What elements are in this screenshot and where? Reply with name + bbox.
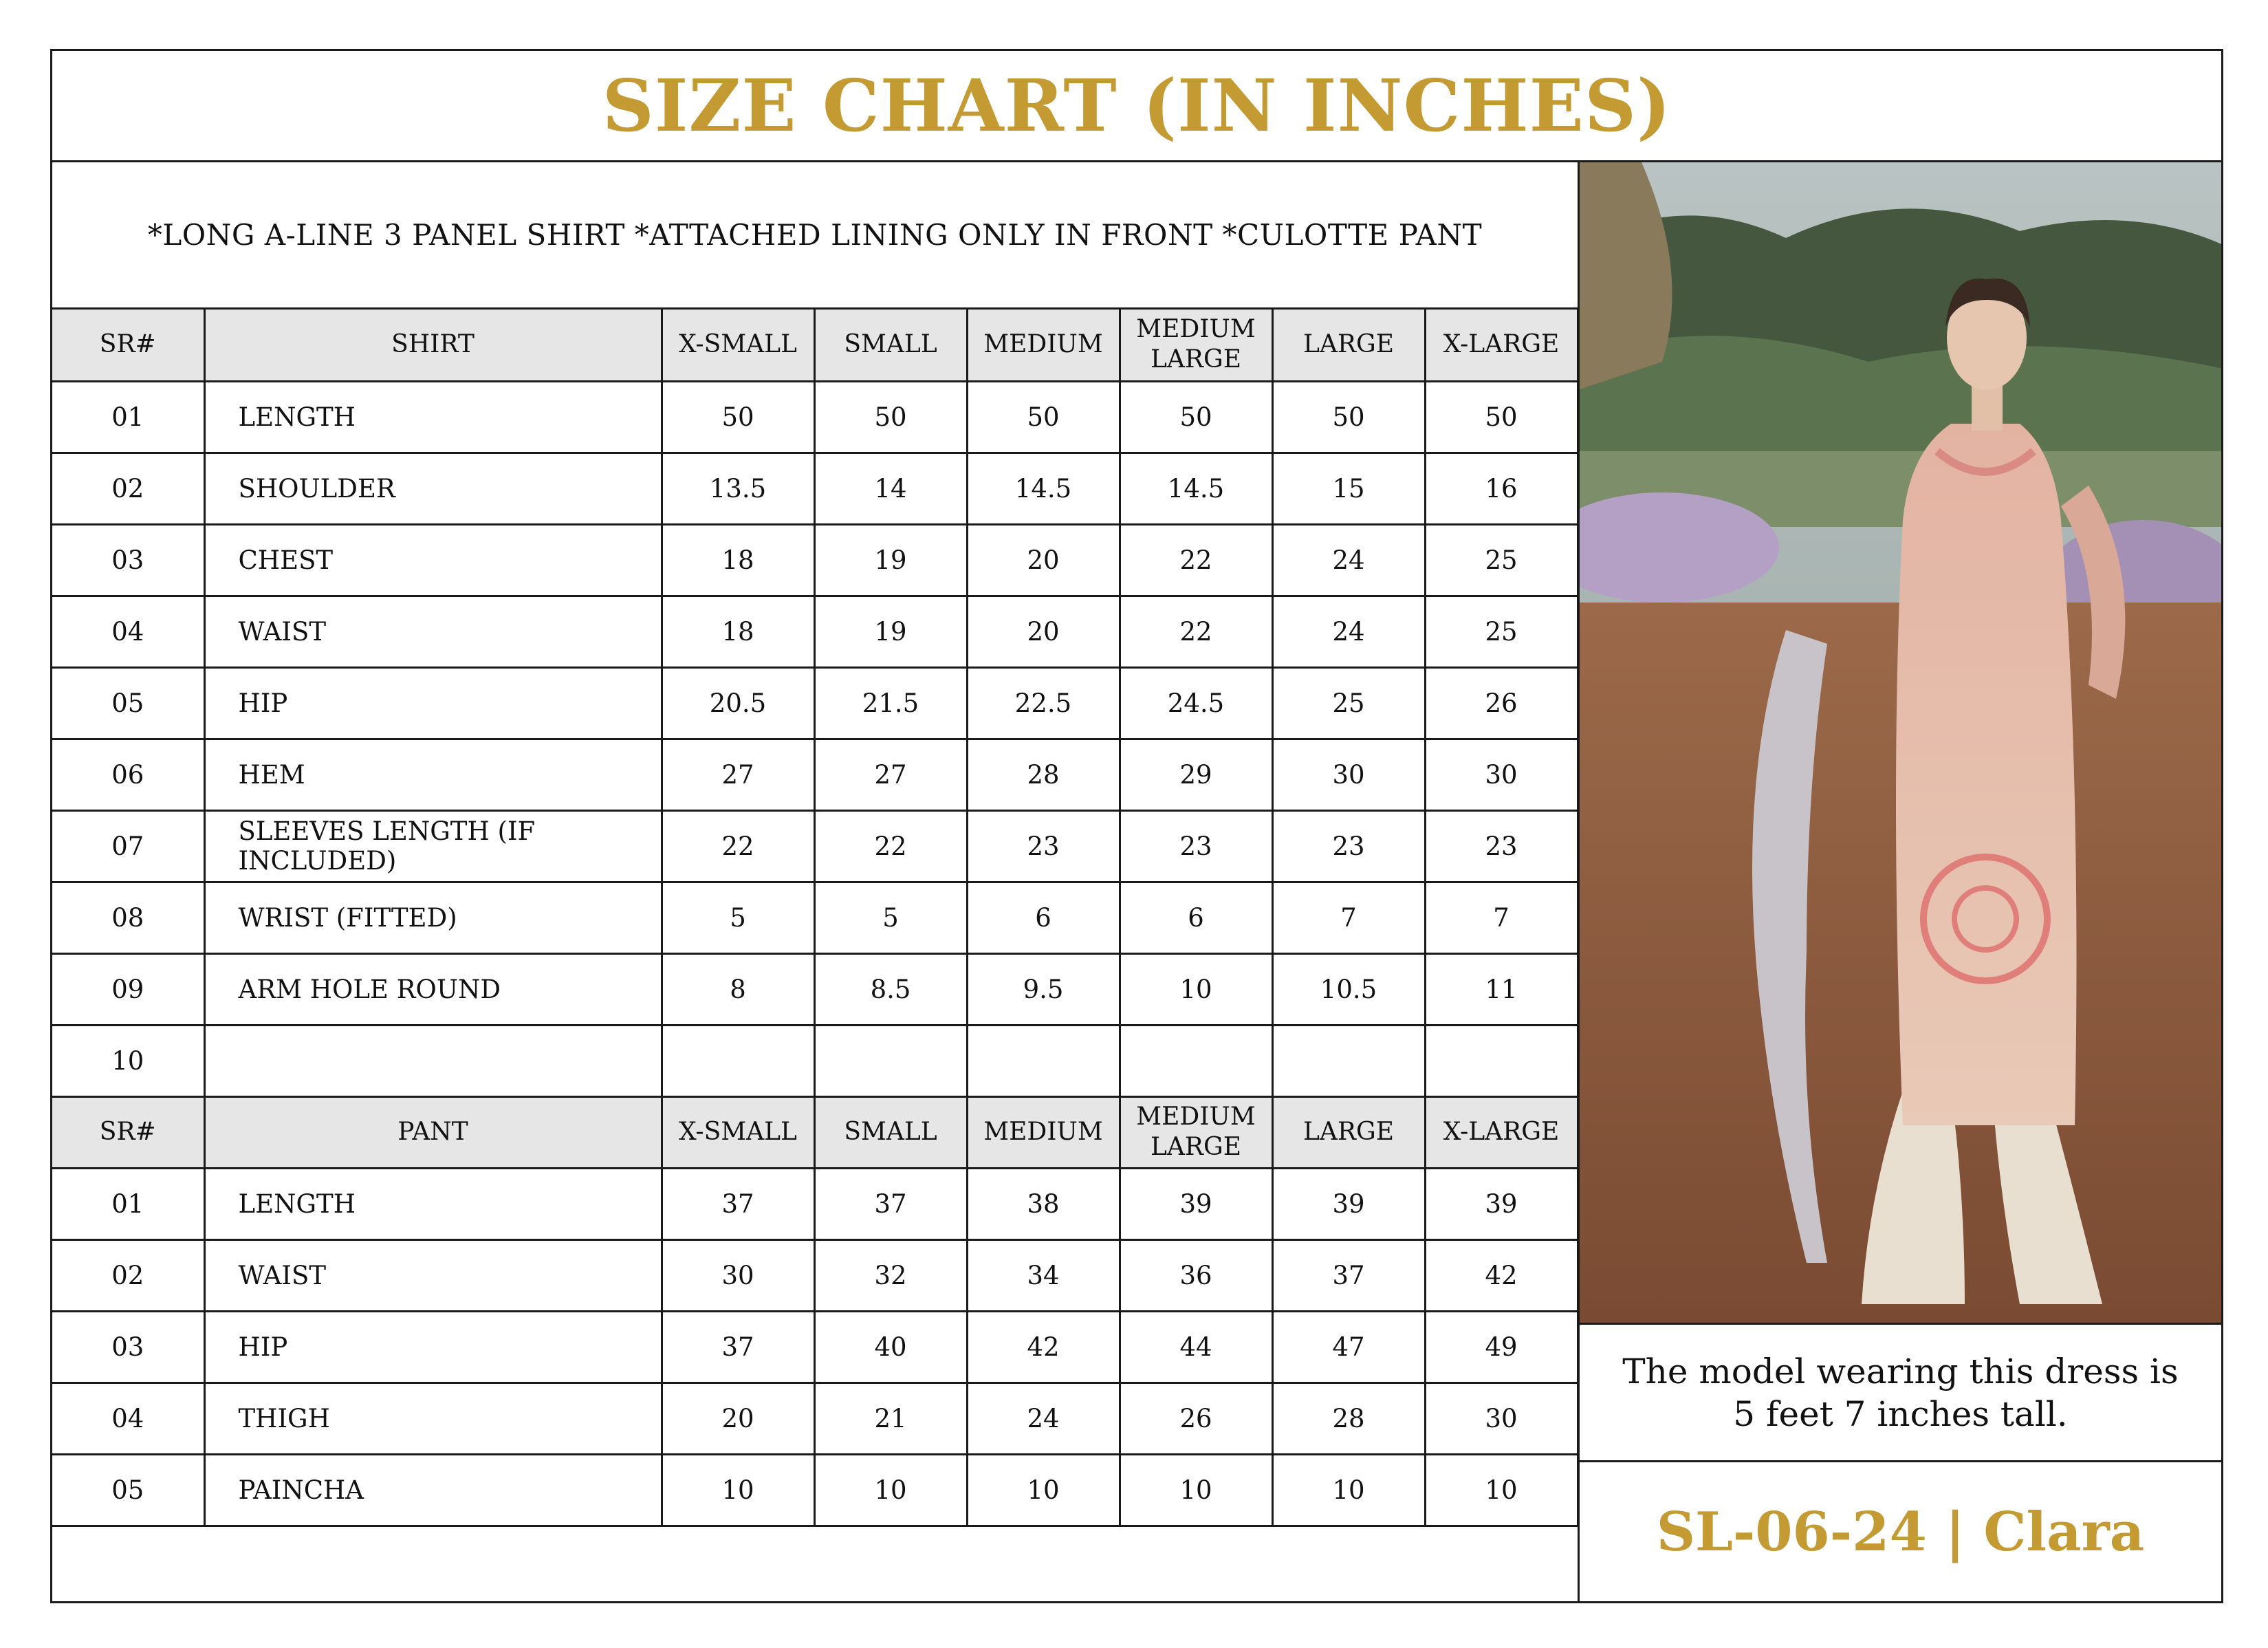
measurement-value-cell: 27 xyxy=(662,739,814,810)
size-header-cell: MEDIUM LARGE xyxy=(1120,310,1272,381)
measurement-value-cell: 37 xyxy=(1272,1239,1425,1311)
measurement-name-cell: ARM HOLE ROUND xyxy=(204,953,662,1025)
measurement-value-cell: 18 xyxy=(662,524,814,596)
measurement-value-cell: 26 xyxy=(1120,1383,1272,1454)
measurement-value-cell: 36 xyxy=(1120,1239,1272,1311)
measurement-value-cell: 14.5 xyxy=(967,453,1120,524)
measurement-value-cell: 37 xyxy=(662,1311,814,1383)
measurement-name-cell: WAIST xyxy=(204,1239,662,1311)
sr-cell: 09 xyxy=(52,953,204,1025)
measurement-value-cell: 29 xyxy=(1120,739,1272,810)
measurement-value-cell: 16 xyxy=(1425,453,1578,524)
measurement-value-cell xyxy=(967,1025,1120,1096)
measurement-value-cell: 14 xyxy=(814,453,967,524)
measurement-value-cell: 28 xyxy=(967,739,1120,810)
measurement-value-cell: 50 xyxy=(967,381,1120,453)
shirt-table-row xyxy=(52,453,1578,524)
measurement-value-cell: 50 xyxy=(662,381,814,453)
measurement-value-cell: 19 xyxy=(814,524,967,596)
measurement-value-cell: 22 xyxy=(814,810,967,882)
measurement-value-cell xyxy=(1120,1025,1272,1096)
sr-header-cell: SR# xyxy=(52,1096,204,1168)
measurement-value-cell: 10 xyxy=(1272,1454,1425,1526)
shirt-table-row xyxy=(52,810,1578,882)
measurement-name-cell: CHEST xyxy=(204,524,662,596)
measurement-value-cell: 50 xyxy=(1120,381,1272,453)
measurement-name-cell: SHOULDER xyxy=(204,453,662,524)
measurement-value-cell: 7 xyxy=(1272,882,1425,953)
measurement-value-cell: 24 xyxy=(967,1383,1120,1454)
caption-line-2: 5 feet 7 inches tall. xyxy=(1733,1394,2068,1434)
product-code: SL-06-24 | Clara xyxy=(1656,1500,2145,1563)
measurement-value-cell: 20 xyxy=(967,524,1120,596)
size-header-cell: X-LARGE xyxy=(1425,310,1578,381)
measurement-value-cell: 34 xyxy=(967,1239,1120,1311)
measurement-value-cell: 30 xyxy=(1272,739,1425,810)
measurement-value-cell: 13.5 xyxy=(662,453,814,524)
measurement-value-cell: 10 xyxy=(967,1454,1120,1526)
size-table xyxy=(52,310,1579,1527)
measurement-value-cell: 22 xyxy=(662,810,814,882)
measurement-value-cell: 24.5 xyxy=(1120,667,1272,739)
measurement-value-cell: 30 xyxy=(1425,739,1578,810)
pant-table-row xyxy=(52,1383,1578,1454)
measurement-value-cell: 42 xyxy=(1425,1239,1578,1311)
shirt-header-row xyxy=(52,310,1578,381)
measurement-value-cell: 39 xyxy=(1120,1168,1272,1239)
pant-table-row xyxy=(52,1311,1578,1383)
shirt-table-row xyxy=(52,1025,1578,1096)
measurement-value-cell: 27 xyxy=(814,739,967,810)
measurement-name-cell: HIP xyxy=(204,1311,662,1383)
sr-cell: 05 xyxy=(52,1454,204,1526)
measurement-value-cell: 6 xyxy=(967,882,1120,953)
measurement-value-cell: 10 xyxy=(1120,953,1272,1025)
sr-cell: 06 xyxy=(52,739,204,810)
measurement-value-cell: 6 xyxy=(1120,882,1272,953)
sr-cell: 04 xyxy=(52,1383,204,1454)
shirt-table-row xyxy=(52,953,1578,1025)
measurement-value-cell: 10.5 xyxy=(1272,953,1425,1025)
measurement-name-cell: PAINCHA xyxy=(204,1454,662,1526)
model-photo xyxy=(1580,162,2221,1325)
measurement-value-cell: 20.5 xyxy=(662,667,814,739)
shirt-table-row xyxy=(52,667,1578,739)
pant-table-row xyxy=(52,1454,1578,1526)
size-header-cell: SMALL xyxy=(814,1096,967,1168)
measurement-value-cell: 39 xyxy=(1425,1168,1578,1239)
measurement-value-cell: 23 xyxy=(1120,810,1272,882)
size-table-area xyxy=(52,162,1578,1601)
pant-table-row xyxy=(52,1239,1578,1311)
pant-header-cell: PANT xyxy=(204,1096,662,1168)
size-header-cell: SMALL xyxy=(814,310,967,381)
title-row xyxy=(52,51,2221,162)
measurement-value-cell: 22.5 xyxy=(967,667,1120,739)
measurement-value-cell: 32 xyxy=(814,1239,967,1311)
measurement-value-cell: 50 xyxy=(1272,381,1425,453)
measurement-value-cell: 25 xyxy=(1425,596,1578,667)
sr-header-cell: SR# xyxy=(52,310,204,381)
size-header-cell: LARGE xyxy=(1272,310,1425,381)
measurement-value-cell: 8 xyxy=(662,953,814,1025)
measurement-name-cell: WRIST (FITTED) xyxy=(204,882,662,953)
size-chart-frame xyxy=(50,49,2223,1603)
size-header-cell: MEDIUM xyxy=(967,310,1120,381)
measurement-value-cell: 30 xyxy=(662,1239,814,1311)
sr-cell: 08 xyxy=(52,882,204,953)
model-height-caption xyxy=(1580,1325,2221,1462)
measurement-value-cell: 8.5 xyxy=(814,953,967,1025)
caption-line-1: The model wearing this dress is xyxy=(1622,1351,2179,1391)
measurement-value-cell: 19 xyxy=(814,596,967,667)
measurement-name-cell: SLEEVES LENGTH (IF INCLUDED) xyxy=(204,810,662,882)
shirt-table-row xyxy=(52,882,1578,953)
measurement-name-cell: WAIST xyxy=(204,596,662,667)
measurement-value-cell: 9.5 xyxy=(967,953,1120,1025)
product-description: *LONG A-LINE 3 PANEL SHIRT *ATTACHED LINING ONLY IN FRONT *CULOTTE PANT xyxy=(52,162,1578,310)
measurement-name-cell: LENGTH xyxy=(204,381,662,453)
sr-cell: 01 xyxy=(52,381,204,453)
size-header-cell: MEDIUM LARGE xyxy=(1120,1096,1272,1168)
measurement-value-cell: 24 xyxy=(1272,596,1425,667)
size-header-cell: X-LARGE xyxy=(1425,1096,1578,1168)
measurement-value-cell: 23 xyxy=(1425,810,1578,882)
measurement-value-cell: 39 xyxy=(1272,1168,1425,1239)
measurement-value-cell: 26 xyxy=(1425,667,1578,739)
measurement-value-cell: 42 xyxy=(967,1311,1120,1383)
measurement-value-cell: 10 xyxy=(1120,1454,1272,1526)
measurement-value-cell: 30 xyxy=(1425,1383,1578,1454)
pant-header-row xyxy=(52,1096,1578,1168)
measurement-value-cell: 22 xyxy=(1120,524,1272,596)
measurement-name-cell: HEM xyxy=(204,739,662,810)
size-header-cell: LARGE xyxy=(1272,1096,1425,1168)
shirt-header-cell: SHIRT xyxy=(204,310,662,381)
sr-cell: 03 xyxy=(52,524,204,596)
shirt-table-row xyxy=(52,381,1578,453)
measurement-value-cell: 25 xyxy=(1425,524,1578,596)
measurement-value-cell: 5 xyxy=(662,882,814,953)
measurement-value-cell: 50 xyxy=(1425,381,1578,453)
measurement-value-cell: 10 xyxy=(662,1454,814,1526)
measurement-value-cell: 11 xyxy=(1425,953,1578,1025)
measurement-value-cell: 20 xyxy=(662,1383,814,1454)
size-header-cell: MEDIUM xyxy=(967,1096,1120,1168)
shirt-table-row xyxy=(52,739,1578,810)
measurement-value-cell: 22 xyxy=(1120,596,1272,667)
measurement-value-cell: 37 xyxy=(814,1168,967,1239)
sr-cell: 10 xyxy=(52,1025,204,1096)
shirt-table-row xyxy=(52,524,1578,596)
model-photo-illustration xyxy=(1580,162,2221,1325)
measurement-value-cell: 23 xyxy=(1272,810,1425,882)
size-header-cell: X-SMALL xyxy=(662,1096,814,1168)
measurement-value-cell: 49 xyxy=(1425,1311,1578,1383)
measurement-value-cell: 40 xyxy=(814,1311,967,1383)
measurement-value-cell: 20 xyxy=(967,596,1120,667)
measurement-value-cell: 24 xyxy=(1272,524,1425,596)
measurement-value-cell xyxy=(1425,1025,1578,1096)
measurement-value-cell: 10 xyxy=(1425,1454,1578,1526)
measurement-value-cell: 10 xyxy=(814,1454,967,1526)
sr-cell: 01 xyxy=(52,1168,204,1239)
measurement-value-cell xyxy=(814,1025,967,1096)
measurement-value-cell: 25 xyxy=(1272,667,1425,739)
sr-cell: 05 xyxy=(52,667,204,739)
measurement-name-cell: THIGH xyxy=(204,1383,662,1454)
measurement-value-cell: 7 xyxy=(1425,882,1578,953)
measurement-value-cell: 23 xyxy=(967,810,1120,882)
measurement-value-cell: 38 xyxy=(967,1168,1120,1239)
measurement-value-cell: 47 xyxy=(1272,1311,1425,1383)
sr-cell: 02 xyxy=(52,1239,204,1311)
model-panel xyxy=(1578,162,2221,1601)
sr-cell: 04 xyxy=(52,596,204,667)
shirt-table-row xyxy=(52,596,1578,667)
size-header-cell: X-SMALL xyxy=(662,310,814,381)
sr-cell: 07 xyxy=(52,810,204,882)
measurement-value-cell: 15 xyxy=(1272,453,1425,524)
measurement-value-cell: 28 xyxy=(1272,1383,1425,1454)
sr-cell: 03 xyxy=(52,1311,204,1383)
measurement-value-cell xyxy=(662,1025,814,1096)
pant-table-row xyxy=(52,1168,1578,1239)
measurement-value-cell: 50 xyxy=(814,381,967,453)
measurement-value-cell: 37 xyxy=(662,1168,814,1239)
measurement-name-cell: LENGTH xyxy=(204,1168,662,1239)
page-title: SIZE CHART (IN INCHES) xyxy=(602,63,1672,148)
measurement-value-cell xyxy=(1272,1025,1425,1096)
measurement-value-cell: 14.5 xyxy=(1120,453,1272,524)
sr-cell: 02 xyxy=(52,453,204,524)
measurement-value-cell: 21 xyxy=(814,1383,967,1454)
measurement-name-cell: HIP xyxy=(204,667,662,739)
measurement-name-cell xyxy=(204,1025,662,1096)
measurement-value-cell: 21.5 xyxy=(814,667,967,739)
measurement-value-cell: 44 xyxy=(1120,1311,1272,1383)
measurement-value-cell: 5 xyxy=(814,882,967,953)
measurement-value-cell: 18 xyxy=(662,596,814,667)
